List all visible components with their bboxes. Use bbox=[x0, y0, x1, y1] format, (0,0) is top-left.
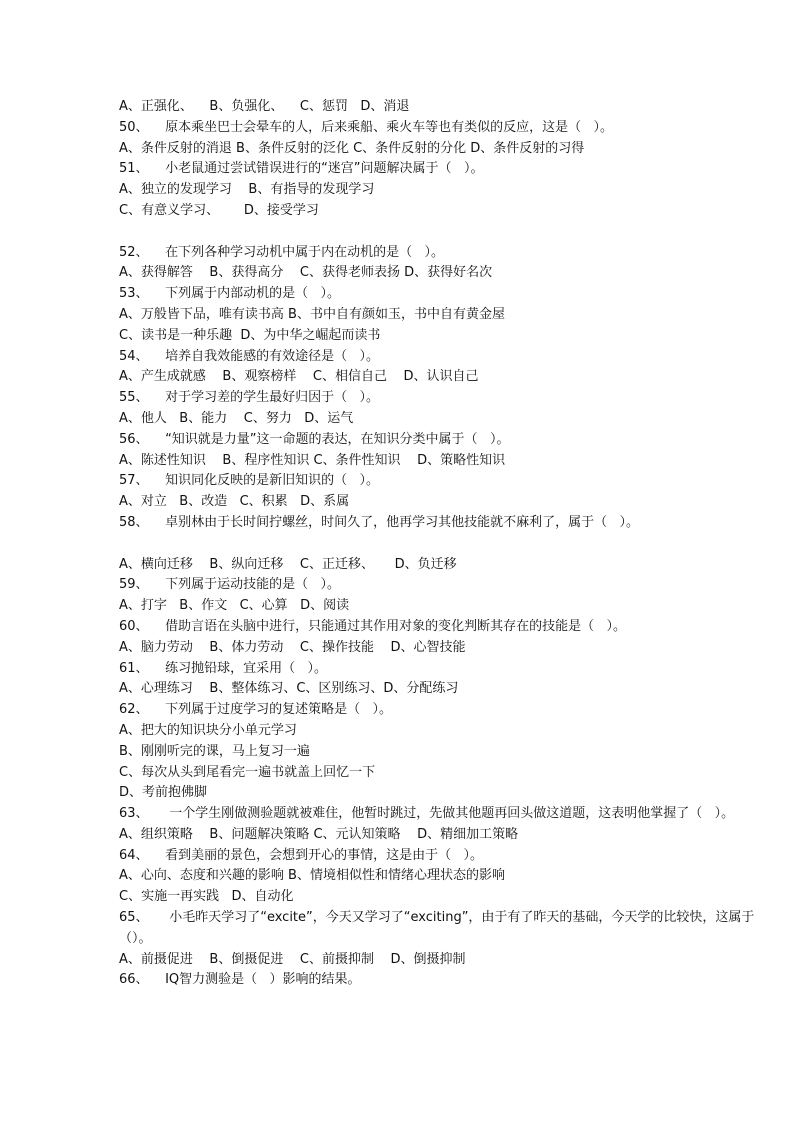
text-line: C、有意义学习、 D、接受学习 bbox=[119, 202, 319, 218]
blank-line bbox=[119, 534, 759, 555]
text-line: A、横向迁移 B、纵向迁移 C、正迁移、 D、负迁移 bbox=[119, 556, 457, 572]
text-line: A、正强化、 B、负强化、 C、惩罚 D、消退 bbox=[119, 99, 410, 114]
question-line: 66、 IQ智力测验是（ ）影响的结果。 bbox=[119, 972, 361, 988]
text-line: A、万般皆下品，唯有读书高 B、书中自有颜如玉，书中自有黄金屋 bbox=[119, 306, 505, 322]
text-line: A、独立的发现学习 B、有指导的发现学习 bbox=[119, 182, 375, 198]
text-line: B、刚刚听完的课，马上复习一遍 bbox=[119, 743, 310, 759]
text-line: A、把大的知识块分小单元学习 bbox=[119, 722, 297, 738]
question-line: 57、 知识同化反映的是新旧知识的（ ）。 bbox=[119, 473, 379, 489]
question-line: 58、 卓别林由于长时间拧螺丝，时间久了，他再学习其他技能就不麻利了，属于（ ）。 bbox=[119, 514, 639, 530]
text-line: A、获得解答 B、获得高分 C、获得老师表扬 D、获得好名次 bbox=[119, 265, 493, 281]
question-line: 53、 下列属于内部动机的是（ ）。 bbox=[119, 286, 340, 302]
question-line: 64、 看到美丽的景色，会想到开心的事情，这是由于（ ）。 bbox=[119, 847, 483, 863]
document-page bbox=[119, 97, 759, 991]
text-line: A、产生成就感 B、观察榜样 C、相信自己 D、认识自己 bbox=[119, 369, 479, 385]
question-line: 54、 培养自我效能感的有效途径是（ ）。 bbox=[119, 348, 379, 364]
question-line: 56、 “知识就是力量”这一命题的表达，在知识分类中属于（ ）。 bbox=[119, 431, 510, 447]
question-line: 55、 对于学习差的学生最好归因于（ ）。 bbox=[119, 390, 379, 406]
blank-line bbox=[119, 222, 759, 243]
question-line: 59、 下列属于运动技能的是（ ）。 bbox=[119, 577, 340, 593]
question-line: 52、 在下列各种学习动机中属于内在动机的是（ ）。 bbox=[119, 244, 444, 260]
question-line: 65、 小毛昨天学习了“excite”，今天又学习了“exciting”，由于有了昨天的基础，今天学的比较快，这属于（）。 bbox=[119, 910, 755, 946]
text-line: C、实施一再实践 D、自动化 bbox=[119, 889, 294, 905]
question-line: 62、 下列属于过度学习的复述策略是（ ）。 bbox=[119, 702, 392, 718]
text-line: A、心向、态度和兴趣的影响 B、情境相似性和情绪心理状态的影响 bbox=[119, 868, 505, 884]
text-line: A、心理练习 B、整体练习、C、区别练习、D、分配练习 bbox=[119, 681, 459, 697]
question-line: 61、 练习抛铅球，宜采用（ ）。 bbox=[119, 660, 327, 676]
text-line: A、他人 B、能力 C、努力 D、运气 bbox=[119, 410, 354, 426]
text-line: A、陈述性知识 B、程序性知识 C、条件性知识 D、策略性知识 bbox=[119, 452, 506, 468]
text-line: A、前摄促进 B、倒摄促进 C、前摄抑制 D、倒摄抑制 bbox=[119, 951, 466, 967]
text-line: A、条件反射的消退 B、条件反射的泛化 C、条件反射的分化 D、条件反射的习得 bbox=[119, 140, 585, 156]
text-line: A、打字 B、作文 C、心算 D、阅读 bbox=[119, 598, 350, 614]
text-line: C、每次从头到尾看完一遍书就盖上回忆一下 bbox=[119, 764, 376, 780]
text-line: A、对立 B、改造 C、积累 D、系属 bbox=[119, 494, 350, 510]
text-line: D、考前抱佛脚 bbox=[119, 785, 208, 801]
question-line: 50、 原本乘坐巴士会晕车的人，后来乘船、乘火车等也有类似的反应，这是（ ）。 bbox=[119, 119, 613, 135]
question-line: 63、 一个学生刚做测验题就被难住，他暂时跳过，先做其他题再回头做这道题，这表明他掌握了（ ）。 bbox=[119, 806, 735, 822]
text-line: A、脑力劳动 B、体力劳动 C、操作技能 D、心智技能 bbox=[119, 639, 466, 655]
text-line: A、组织策略 B、问题解决策略 C、元认知策略 D、精细加工策略 bbox=[119, 826, 519, 842]
question-line: 51、 小老鼠通过尝试错误进行的“迷宫”问题解决属于（ ）。 bbox=[119, 161, 484, 177]
question-line: 60、 借助言语在头脑中进行，只能通过其作用对象的变化判断其存在的技能是（ ）。 bbox=[119, 618, 626, 634]
text-line: C、读书是一种乐趣 D、为中华之崛起而读书 bbox=[119, 327, 381, 343]
